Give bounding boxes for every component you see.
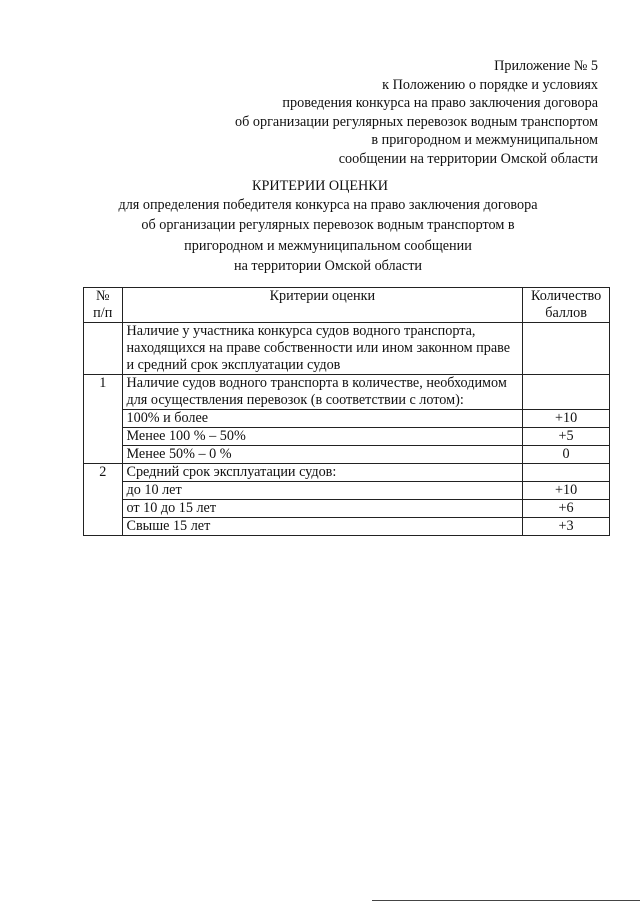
appendix-line: к Положению о порядке и условиях: [382, 76, 598, 93]
table-row: [84, 518, 610, 536]
criterion-score: +10: [523, 482, 610, 500]
appendix-line: Приложение № 5: [494, 58, 598, 74]
page-bottom-rule: [372, 900, 640, 901]
header-score-line2: баллов: [545, 305, 587, 321]
table-header-row: [84, 288, 610, 323]
table-row: [84, 482, 610, 500]
criterion-label: до 10 лет: [122, 482, 523, 500]
intro-score-cell: [523, 323, 610, 375]
subtitle-line: пригородном и межмуниципальном сообщении: [184, 237, 472, 254]
appendix-line: проведения конкурса на право заключения договора: [282, 95, 598, 111]
criterion-score: +10: [523, 410, 610, 428]
header-score-line1: Количество: [530, 288, 602, 304]
group-2-title: Средний срок эксплуатации судов:: [122, 464, 523, 482]
intro-number-cell: [84, 323, 123, 375]
criterion-score: +5: [523, 428, 610, 446]
header-criteria: Критерии оценки: [122, 288, 523, 323]
criterion-score: +3: [523, 518, 610, 536]
header-number: [84, 288, 123, 323]
group-2-score-cell: [523, 464, 610, 482]
table-row-group-1: [84, 375, 610, 410]
group-1-number: 1: [84, 375, 123, 464]
criterion-score: +6: [523, 500, 610, 518]
appendix-line: об организации регулярных перевозок водным транспортом: [235, 113, 598, 130]
header-number-line1: №: [95, 288, 110, 304]
criterion-label: Менее 100 % – 50%: [122, 428, 523, 446]
table-row-intro: [84, 323, 610, 375]
table-row: [84, 410, 610, 428]
header-number-line2: п/п: [93, 305, 113, 321]
criteria-table: [83, 287, 610, 536]
subtitle-line: для определения победителя конкурса на право заключения договора: [118, 197, 538, 213]
table-row-group-2: [84, 464, 610, 482]
group-1-score-cell: [523, 375, 610, 410]
document-title: КРИТЕРИИ ОЦЕНКИ: [252, 178, 388, 194]
intro-text: Наличие у участника конкурса судов водного транспорта, находящихся на праве собственности или ином законном праве и средний срок эксплуатации судов: [122, 323, 523, 375]
appendix-line: сообщении на территории Омской области: [338, 150, 598, 167]
criterion-label: Свыше 15 лет: [122, 518, 523, 536]
table-row: [84, 446, 610, 464]
criterion-label: 100% и более: [122, 410, 523, 428]
appendix-block: [235, 57, 598, 168]
document-subtitle: [78, 195, 578, 276]
header-score: [523, 288, 610, 323]
appendix-line: в пригородном и межмуниципальном: [371, 132, 598, 148]
table-row: [84, 500, 610, 518]
group-2-number: 2: [84, 464, 123, 536]
table-row: [84, 428, 610, 446]
criterion-label: от 10 до 15 лет: [122, 500, 523, 518]
subtitle-line: об организации регулярных перевозок водным транспортом в: [141, 217, 515, 234]
criterion-score: 0: [523, 446, 610, 464]
group-1-title: Наличие судов водного транспорта в количестве, необходимом для осуществления перевозок (в соответствии с лотом):: [122, 375, 523, 410]
criterion-label: Менее 50% – 0 %: [122, 446, 523, 464]
subtitle-line: на территории Омской области: [234, 257, 422, 274]
